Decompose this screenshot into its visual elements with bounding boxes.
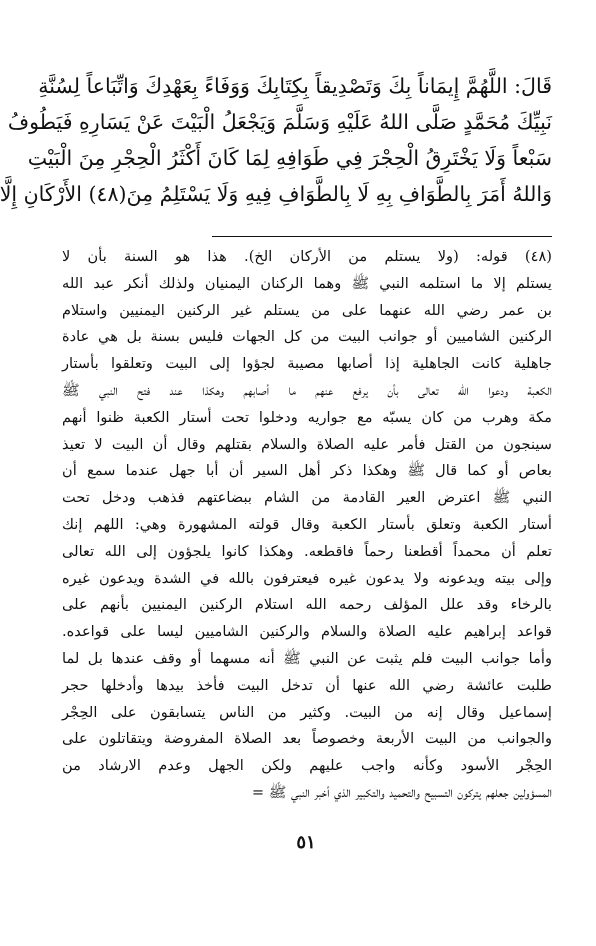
footnote-line: الحِجْر الأسود وكأنه واجب عليهم ولكن الجهل وعدم الارشاد من — [62, 757, 552, 775]
footnote-line: (٤٨) قوله: (ولا يستلم من الأركان الخ). هذا هو السنة بأن لا — [62, 248, 552, 265]
footnote-line: والجوانب من البيت الأربعة وخصوصاً بعد الصلاة المفروضة ويتقاتلون على — [62, 730, 552, 748]
footnote-line: بن عمر رضي الله عنهما على من يستلم غير الركنين اليمنيين واستلام — [62, 301, 552, 319]
footnote-line: المسؤولين جعلهم يتركون التسبيح والتحميد والتكبير الذي أخبر النبي ﷺ = — [251, 783, 552, 801]
footnote-line: الركنين الشاميين أو جوانب البيت من كل الجهات فليس بسنة بل هي عادة — [62, 328, 552, 346]
main-text-line: وَاللهُ أَمَرَ بِالطَّوَافِ بِهِ لَا بِالطَّوَافِ فِيهِ وَلَا يَسْتَلِمُ مِنَ(٤٨) الأَرْكَانِ إِلَّا — [0, 182, 552, 206]
footnote-divider — [212, 236, 552, 237]
footnote-line: جاهلية كانت الجاهلية إذا أصابها مصيبة لجؤوا إلى البيت وتعلقوا بأستار — [62, 355, 552, 373]
footnote-line: قواعد إبراهيم عليه الصلاة والسلام والركنين الشاميين ليسا على قواعده. — [62, 623, 552, 641]
main-text — [0, 68, 552, 212]
footnote-line: وأما جوانب البيت فلم يثبت عن النبي ﷺ أنه مسهما أو وقف عندها بل لما — [62, 649, 552, 667]
footnote-line: مكة وهرب من كان يسبّه مع جواريه ودخلوا تحت أستار الكعبة ظنوا أنهم — [62, 408, 552, 426]
footnote-line: طلبت عائشة رضي الله عنها أن تدخل البيت فأخذ بيدها وأدخلها حجر — [62, 676, 552, 694]
footnote-line: وإلى بيته ويدعونه ولا يدعون غيره فيعترفون بالله في الشدة ويدعون غيره — [62, 569, 552, 587]
footnote-line: تعلم أن محمداً أقطعنا رحماً فاقطعه. وهكذا كانوا يلجؤون إلى الله تعالى — [62, 542, 552, 560]
main-text-line: قَالَ: اللَّهُمَّ إِيمَاناً بِكَ وَتَصْدِيقاً بِكِتَابِكَ وَوَفَاءً بِعَهْدِكَ وَاتِّبَاعاً لِسُنَّةِ — [38, 74, 552, 98]
footnote-line: إسماعيل وقال إنه من البيت. وكثير من الناس يتسابقون على الحِجْر — [62, 703, 552, 721]
footnote-line: بعاص أو كما قال ﷺ وهكذا ذكر أهل السير أن أبا جهل عندما سمع أن — [62, 462, 552, 480]
footnote-line: الكعبة ودعوا الله تعالى بأن يرفع عنهم ما أصابهم وهكذا عند فتح النبي ﷺ — [62, 381, 552, 399]
page-number: ٥١ — [296, 832, 316, 853]
footnote-line: النبي ﷺ اعترض العير القادمة من الشام ببضاعتهم فذهب ودخل تحت — [62, 489, 552, 507]
main-text-line: نَبِيِّكَ مُحَمَّدٍ صَلَّى اللهُ عَلَيْهِ وَسَلَّمَ وَيَجْعَلُ الْبَيْتَ عَنْ يَسَارِهِ فَيَطُوفُ — [7, 110, 552, 134]
footnote — [62, 244, 552, 807]
footnote-line: أستار الكعبة وتعلق بأستار الكعبة وقال قولته المشهورة وهي: اللهم إنك — [62, 515, 552, 533]
footnote-line: بالرخاء وقد علل المؤلف رحمه الله استلام الركنين اليمنيين بأنهم على — [62, 596, 552, 614]
footnote-line: يستلم إلا ما استلمه النبي ﷺ وهما الركنان اليمنيان ولذلك أنكر عبد الله — [62, 274, 552, 292]
footnote-line: سينجون من القتل فأمر عليه الصلاة والسلام بقتلهم وقال أن البيت لا تعيذ — [62, 435, 552, 453]
main-text-line: سَبْعاً وَلَا يَخْتَرِقُ الْحِجْرَ فِي طَوَافِهِ لِمَا كَانَ أَكْثَرُ الْحِجْرِ مِنَ الْبَيْتِ — [27, 146, 552, 170]
